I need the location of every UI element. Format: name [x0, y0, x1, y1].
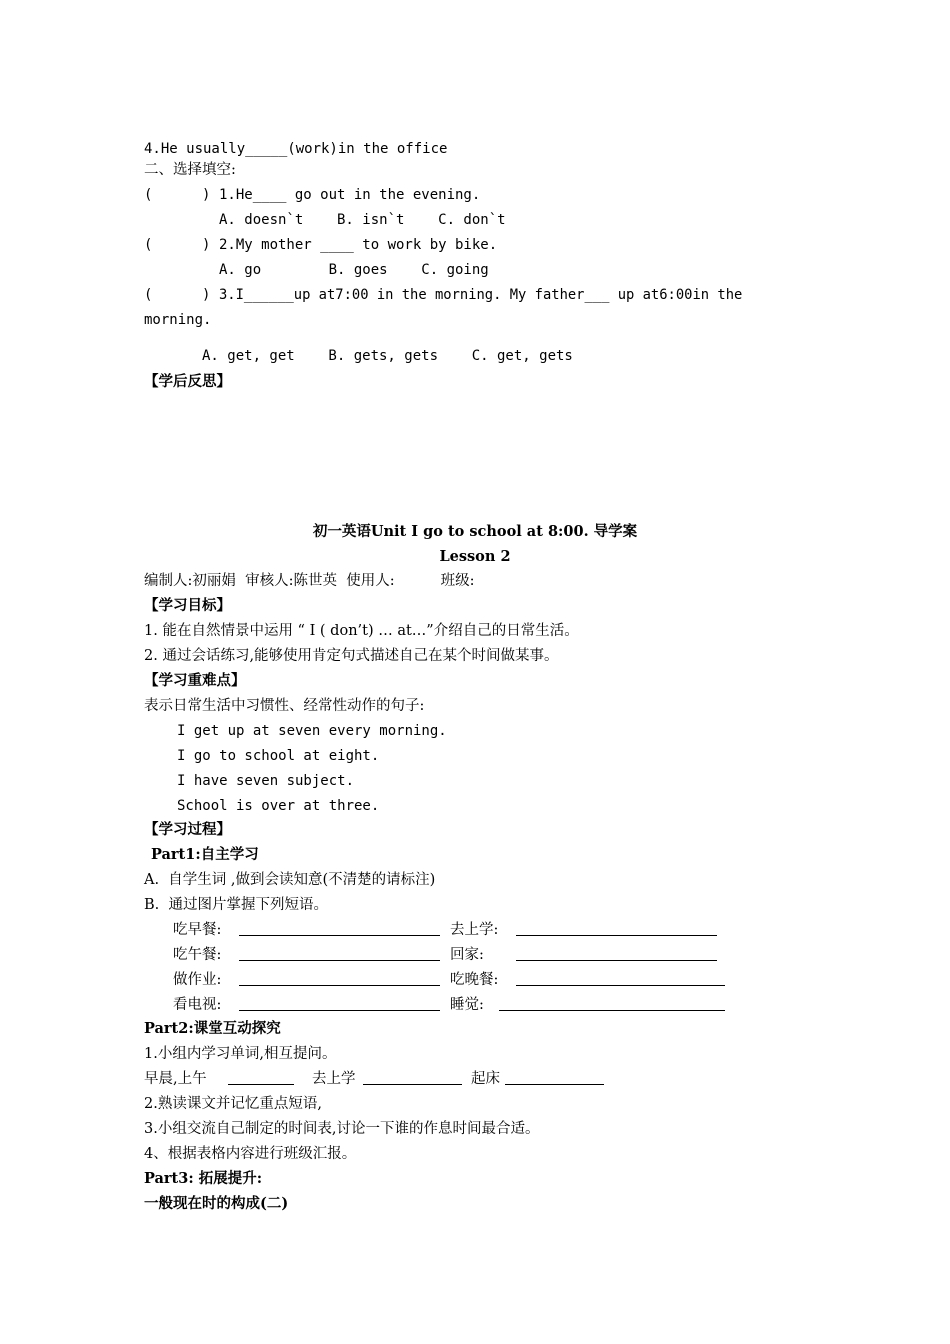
q3-close-paren: )	[202, 287, 211, 303]
q1-options: A. doesn`t B. isn`t C. don`t	[219, 212, 506, 228]
lesson-title: 初一英语Unit I go to school at 8:00. 导学案	[312, 523, 638, 540]
example-sentence-1: I get up at seven every morning.	[177, 723, 447, 739]
reflection-heading: 【学后反思】	[144, 373, 231, 390]
phrase-lunch: 吃午餐:	[173, 947, 222, 963]
example-sentence-3: I have seven subject.	[177, 773, 355, 789]
q1-text: 1.He____ go out in the evening.	[219, 187, 481, 203]
part2-step-2: 2.熟读课文并记忆重点短语,	[144, 1096, 322, 1112]
blank-breakfast[interactable]	[239, 921, 440, 936]
blank-go-to-school[interactable]	[516, 921, 717, 936]
item-a: A. 自学生词 ,做到会读知意(不清楚的请标注)	[144, 872, 436, 888]
q2-text: 2.My mother ____ to work by bike.	[219, 237, 498, 253]
section-2-title: 二、选择填空:	[144, 162, 236, 178]
phrase-homework: 做作业:	[173, 972, 222, 988]
keypoints-intro: 表示日常生活中习惯性、经常性动作的句子:	[144, 698, 425, 714]
part2-step-3: 3.小组交流自己制定的时间表,讨论一下谁的作息时间最合适。	[144, 1121, 540, 1137]
q2-close-paren: )	[202, 237, 211, 253]
lesson-subtitle: Lesson 2	[439, 548, 511, 565]
goal-2: 2. 通过会话练习,能够使用肯定句式描述自己在某个时间做某事。	[144, 648, 559, 664]
question-4: 4.He usually_____(work)in the office	[144, 141, 448, 157]
item-b: B. 通过图片掌握下列短语。	[144, 897, 328, 913]
q2-open-paren: (	[144, 237, 153, 253]
blank-go-school[interactable]	[363, 1070, 462, 1085]
part1-title: Part1:自主学习	[151, 846, 259, 863]
q1-close-paren: )	[202, 187, 211, 203]
phrase-go-to-school: 去上学:	[450, 922, 499, 938]
q3-open-paren: (	[144, 287, 153, 303]
word-go-school: 去上学	[312, 1071, 356, 1087]
part3-title: Part3: 拓展提升:	[144, 1170, 263, 1187]
part2-step-4: 4、根据表格内容进行班级汇报。	[144, 1146, 357, 1162]
q3-options: A. get, get B. gets, gets C. get, gets	[202, 348, 573, 364]
blank-go-home[interactable]	[516, 946, 717, 961]
word-morning: 早晨,上午	[144, 1071, 207, 1087]
q3-text: 3.I______up at7:00 in the morning. My father___ up at6:00in the	[219, 287, 743, 303]
blank-tv[interactable]	[239, 996, 440, 1011]
keypoints-heading: 【学习重难点】	[144, 672, 246, 689]
process-heading: 【学习过程】	[144, 821, 231, 838]
example-sentence-4: School is over at three.	[177, 798, 380, 814]
phrase-tv: 看电视:	[173, 997, 222, 1013]
blank-get-up[interactable]	[505, 1070, 604, 1085]
part2-title: Part2:课堂互动探究	[144, 1020, 281, 1037]
phrase-breakfast: 吃早餐:	[173, 922, 222, 938]
goals-heading: 【学习目标】	[144, 597, 231, 614]
part2-step-1: 1.小组内学习单词,相互提问。	[144, 1046, 337, 1062]
phrase-dinner: 吃晚餐:	[450, 972, 499, 988]
goal-1: 1. 能在自然情景中运用 “ I ( don’t) … at…”介绍自己的日常生活。	[144, 623, 579, 639]
blank-homework[interactable]	[239, 971, 440, 986]
blank-morning[interactable]	[228, 1070, 294, 1085]
phrase-sleep: 睡觉:	[450, 997, 484, 1013]
editors-line: 编制人:初丽娟 审核人:陈世英 使用人: 班级:	[144, 573, 475, 589]
blank-lunch[interactable]	[239, 946, 440, 961]
blank-sleep[interactable]	[499, 996, 725, 1011]
grammar-title: 一般现在时的构成(二)	[144, 1195, 289, 1212]
q3-continuation: morning.	[144, 312, 212, 328]
word-get-up: 起床	[471, 1071, 500, 1087]
phrase-go-home: 回家:	[450, 947, 484, 963]
blank-dinner[interactable]	[516, 971, 725, 986]
q1-open-paren: (	[144, 187, 153, 203]
example-sentence-2: I go to school at eight.	[177, 748, 380, 764]
q2-options: A. go B. goes C. going	[219, 262, 489, 278]
